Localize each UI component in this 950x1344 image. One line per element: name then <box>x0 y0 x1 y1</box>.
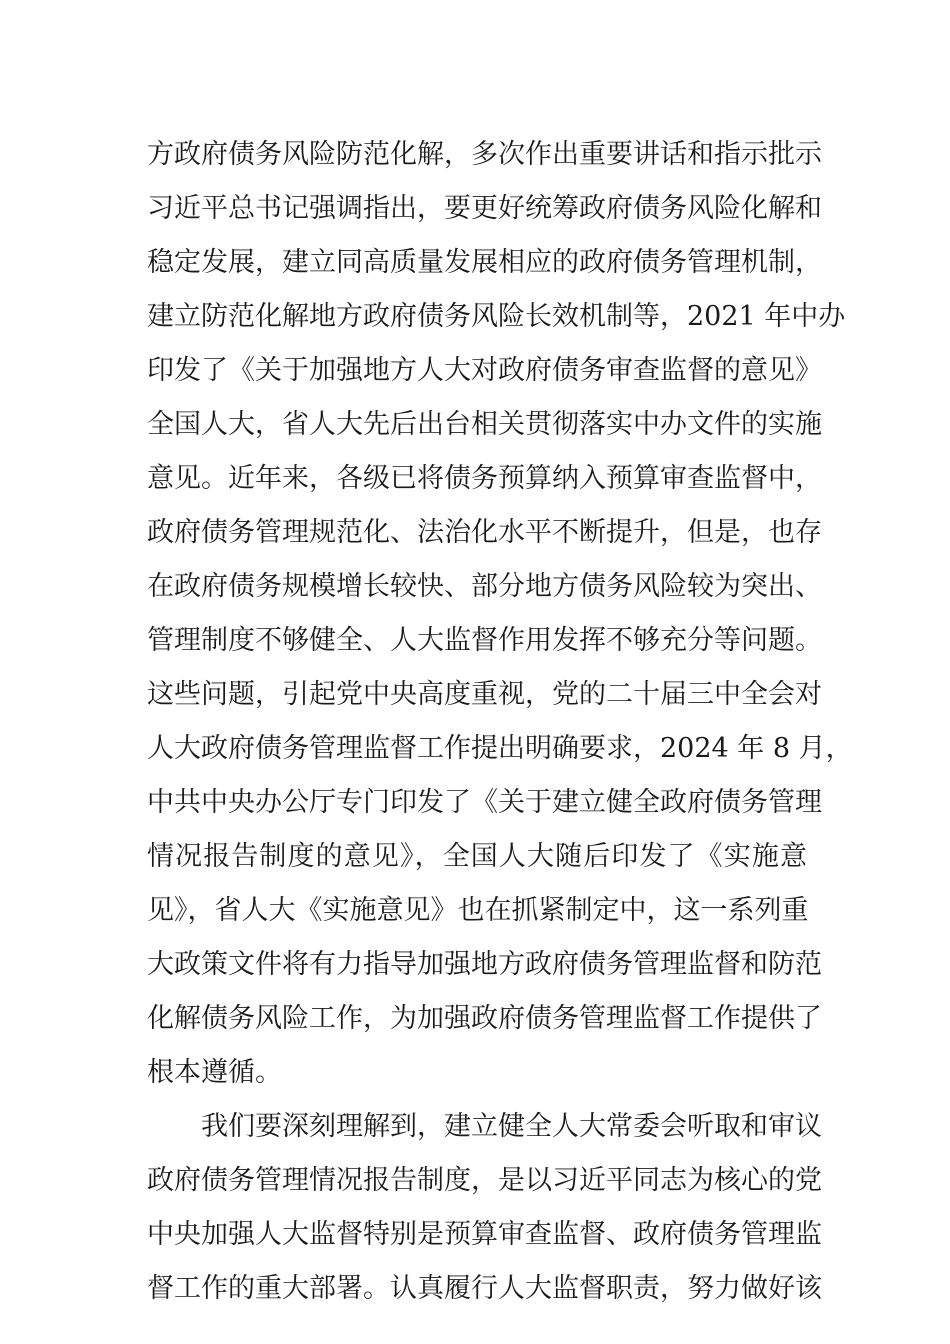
text-line-9: 在政府债务规模增长较快、部分地方债务风险较为突出、 <box>147 571 822 602</box>
text-line-11: 这些问题，引起党中央高度重视，党的二十届三中全会对 <box>147 679 822 710</box>
text-line-22: 督工作的重大部署。认真履行人大监督职责，努力做好该 <box>147 1273 822 1304</box>
text-line-21: 中央加强人大监督特别是预算审查监督、政府债务管理监 <box>147 1219 822 1250</box>
text-line-16: 大政策文件将有力指导加强地方政府债务管理监督和防范 <box>147 949 822 980</box>
body-text <box>147 128 853 1316</box>
text-line-12: 人大政府债务管理监督工作提出明确要求，2024 年 8 月， <box>147 733 853 764</box>
text-line-3: 稳定发展，建立同高质量发展相应的政府债务管理机制， <box>147 247 822 278</box>
text-line-2: 习近平总书记强调指出，要更好统筹政府债务风险化解和 <box>147 193 822 224</box>
text-line-13: 中共中央办公厅专门印发了《关于建立健全政府债务管理 <box>147 787 822 818</box>
text-line-18: 根本遵循。 <box>147 1057 282 1088</box>
text-line-6: 全国人大，省人大先后出台相关贯彻落实中办文件的实施 <box>147 409 822 440</box>
text-line-17: 化解债务风险工作，为加强政府债务管理监督工作提供了 <box>147 1003 822 1034</box>
text-line-10: 管理制度不够健全、人大监督作用发挥不够充分等问题。 <box>147 625 822 656</box>
text-line-8: 政府债务管理规范化、法治化水平不断提升，但是，也存 <box>147 517 822 548</box>
text-line-5: 印发了《关于加强地方人大对政府债务审查监督的意见》 <box>147 355 822 386</box>
text-line-7: 意见。近年来，各级已将债务预算纳入预算审查监督中， <box>147 463 822 494</box>
text-line-1: 方政府债务风险防范化解，多次作出重要讲话和指示批示 <box>147 139 822 170</box>
text-line-14: 情况报告制度的意见》，全国人大随后印发了《实施意 <box>147 841 807 872</box>
text-line-20: 政府债务管理情况报告制度，是以习近平同志为核心的党 <box>147 1165 822 1196</box>
text-line-19: 我们要深刻理解到，建立健全人大常委会听取和审议 <box>201 1111 822 1142</box>
text-line-15: 见》，省人大《实施意见》也在抓紧制定中，这一系列重 <box>147 895 809 926</box>
text-line-4: 建立防范化解地方政府债务风险长效机制等，2021 年中办 <box>147 301 846 332</box>
